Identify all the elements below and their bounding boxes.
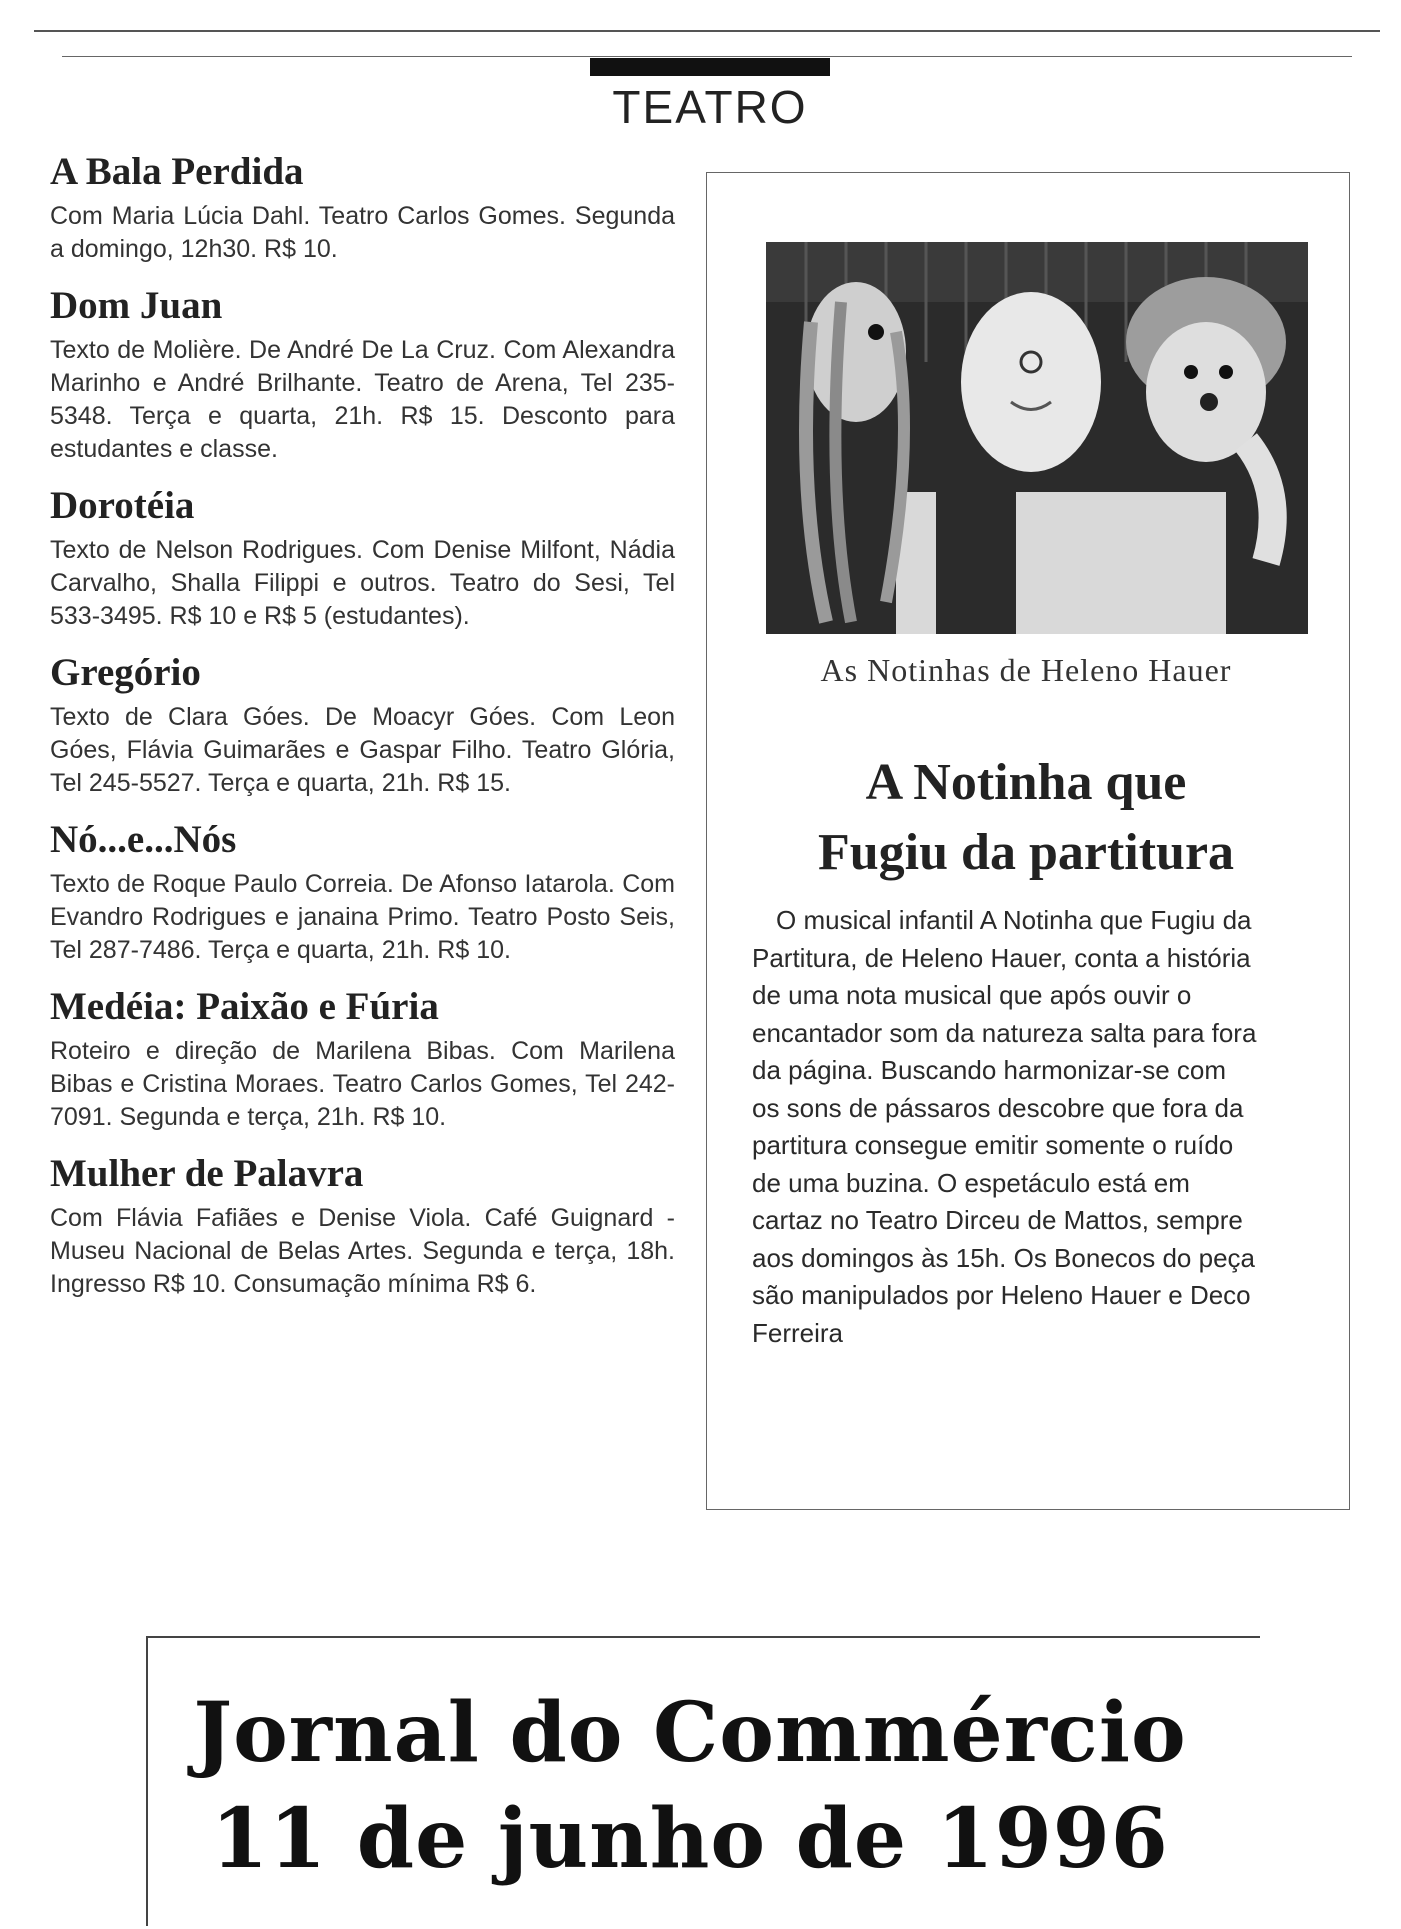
section-header-bar bbox=[590, 58, 830, 76]
theater-listings bbox=[50, 150, 675, 1319]
listing-title: Nó...e...Nós bbox=[50, 818, 237, 861]
listing-item bbox=[50, 818, 675, 967]
listing-text: Com Flávia Fafiães e Denise Viola. Café Guignard - Museu Nacional de Belas Artes. Segunda e terça, 18h. Ingresso R$ 10. Consumação mínima R$ 6. bbox=[50, 1204, 675, 1298]
publication-date: 11 de junho de 1996 bbox=[211, 1791, 1169, 1887]
listing-text: Com Maria Lúcia Dahl. Teatro Carlos Gomes. Segunda a domingo, 12h30. R$ 10. bbox=[50, 202, 675, 263]
listing-text: Texto de Clara Góes. De Moacyr Góes. Com Leon Góes, Flávia Guimarães e Gaspar Filho. Teatro Glória, Tel 245-5527. Terça e quarta, 21h. R$ 15. bbox=[50, 703, 675, 797]
listing-title: Dom Juan bbox=[50, 284, 223, 327]
photo-caption: As Notinhas de Heleno Hauer bbox=[820, 652, 1232, 688]
listing-item bbox=[50, 484, 675, 633]
listing-item bbox=[50, 651, 675, 800]
source-citation bbox=[150, 1680, 1230, 1892]
section-rule bbox=[62, 56, 1352, 57]
feature-headline bbox=[716, 748, 1336, 888]
listing-text: Roteiro e direção de Marilena Bibas. Com Marilena Bibas e Cristina Moraes. Teatro Carlos Gomes, Tel 242-7091. Segunda e terça, 21h. R$ 10. bbox=[50, 1037, 675, 1131]
listing-text: Texto de Nelson Rodrigues. Com Denise Milfont, Nádia Carvalho, Shalla Filippi e outros. Teatro do Sesi, Tel 533-3495. R$ 10 e R$ 5 (estudantes). bbox=[50, 536, 675, 630]
listing-title: Dorotéia bbox=[50, 484, 195, 527]
listing-text: Texto de Roque Paulo Correia. De Afonso Iatarola. Com Evandro Rodrigues e janaina Primo. Teatro Posto Seis, Tel 287-7486. Terça e quarta, 21h. R$ 10. bbox=[50, 870, 675, 964]
listing-title: Mulher de Palavra bbox=[50, 1152, 364, 1195]
listing-text: Texto de Molière. De André De La Cruz. Com Alexandra Marinho e André Brilhante. Teatro de Arena, Tel 235-5348. Terça e quarta, 21h. R$ 15. Desconto para estudantes e classe. bbox=[50, 336, 675, 463]
footer-frame-left bbox=[146, 1636, 148, 1926]
listing-item bbox=[50, 284, 675, 466]
puppets-photo bbox=[766, 242, 1308, 634]
section-title: TEATRO bbox=[612, 81, 808, 133]
listing-title: Gregório bbox=[50, 651, 201, 694]
footer-frame-top bbox=[146, 1636, 1260, 1638]
listing-title: A Bala Perdida bbox=[50, 150, 304, 193]
newspaper-name: Jornal do Commércio bbox=[193, 1685, 1187, 1781]
feature-headline-line1: A Notinha que bbox=[865, 754, 1187, 811]
feature-headline-line2: Fugiu da partitura bbox=[817, 824, 1235, 881]
listing-item bbox=[50, 150, 675, 266]
listing-item bbox=[50, 985, 675, 1134]
listing-item bbox=[50, 1152, 675, 1301]
feature-body: O musical infantil A Notinha que Fugiu da Partitura, de Heleno Hauer, conta a história de uma nota musical que após ouvir o encantador som da natureza salta para fora da página. Buscando harmonizar-se com os sons de pássaros descobre que fora da partitura consegue emitir somente o ruído de uma buzina. O espetáculo está em cartaz no Teatro Dirceu de Mattos, sempre aos domingos às 15h. Os Bonecos do peça são manipulados por Heleno Hauer e Deco Ferreira bbox=[752, 905, 1257, 1348]
top-rule bbox=[34, 30, 1380, 32]
listing-title: Medéia: Paixão e Fúria bbox=[50, 985, 439, 1028]
